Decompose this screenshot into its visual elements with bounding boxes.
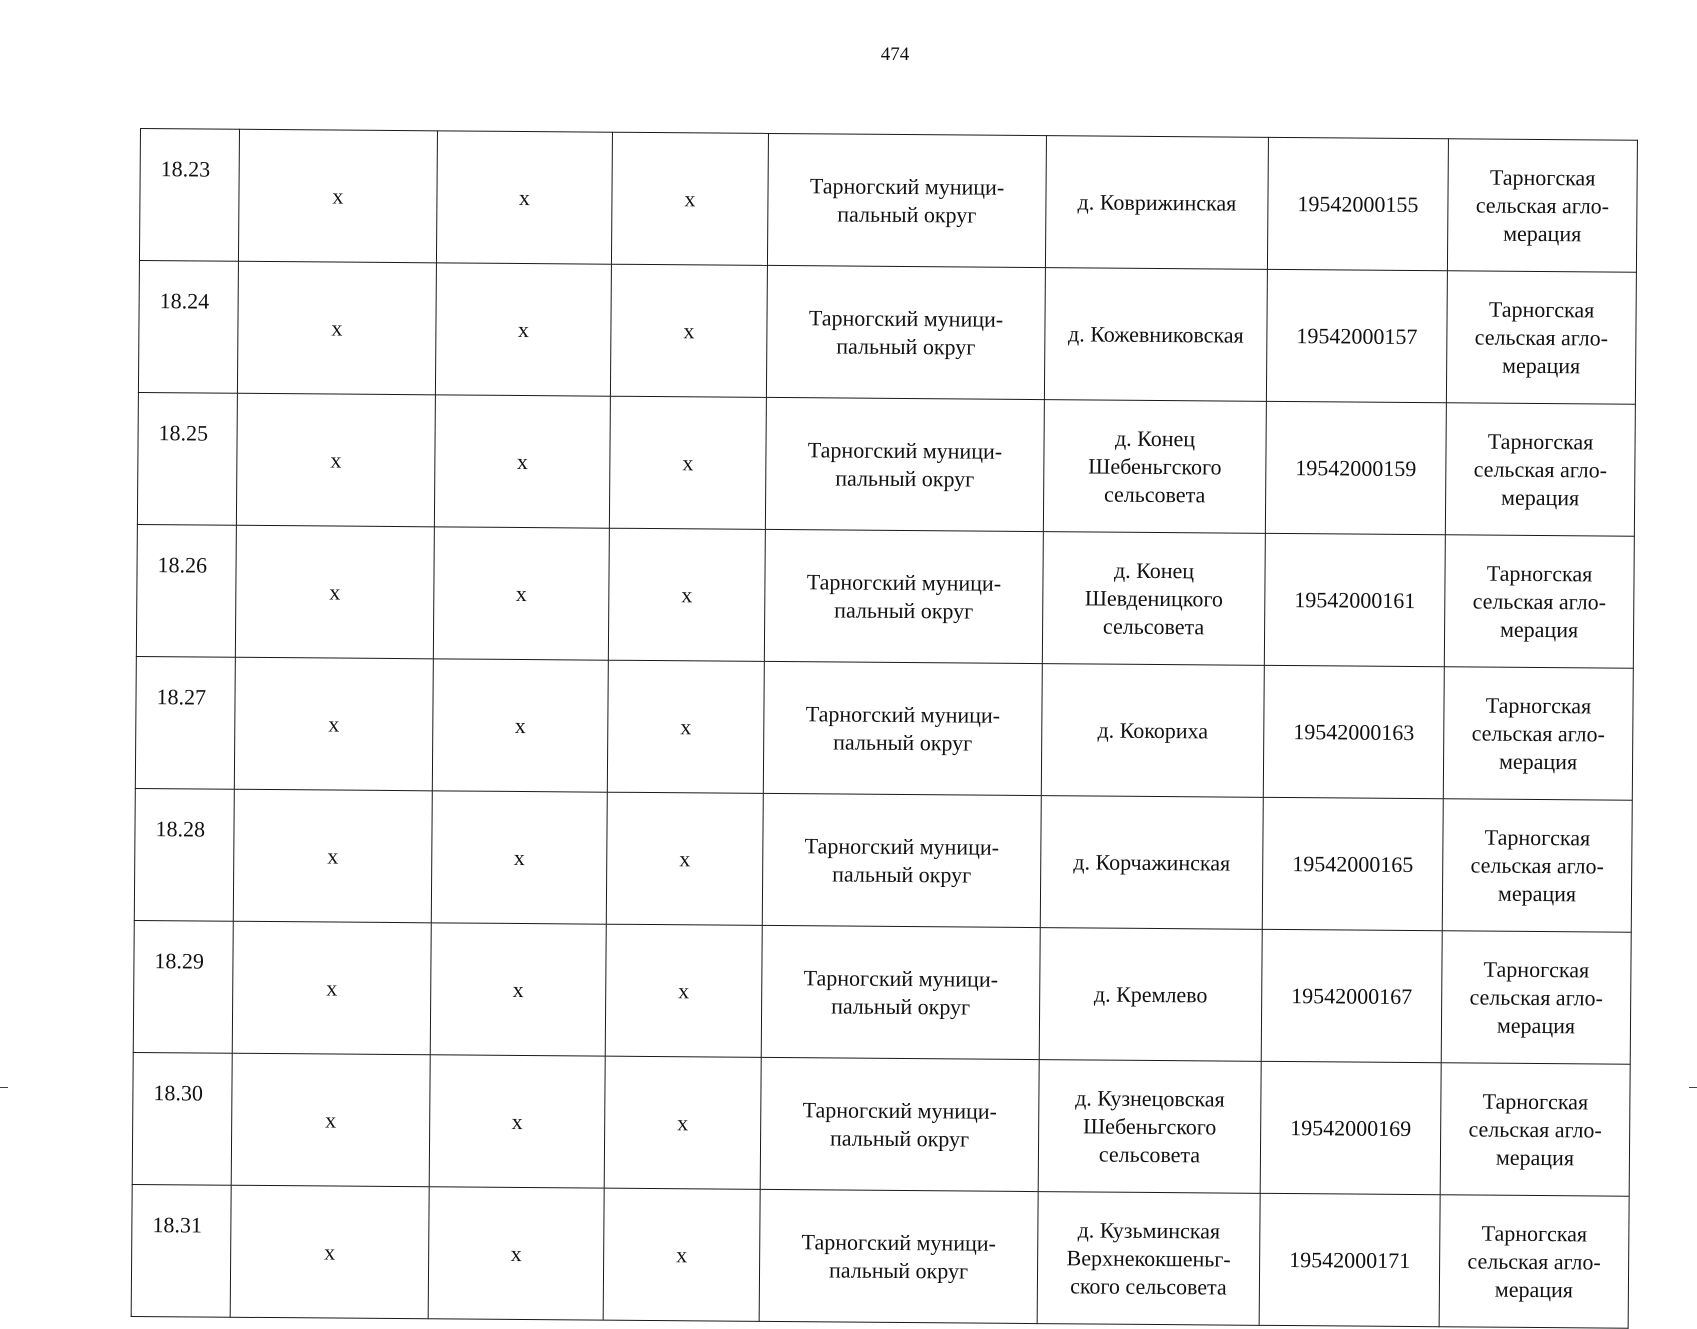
cell-x-col2-text: x bbox=[324, 1238, 336, 1265]
cell-x-col4 bbox=[605, 924, 762, 1057]
cell-oktmo-code-text: 19542000171 bbox=[1289, 1246, 1411, 1273]
right-edge-mark bbox=[1689, 1087, 1697, 1088]
cell-x-col2-text: x bbox=[332, 183, 344, 209]
cell-oktmo-code bbox=[1261, 929, 1442, 1062]
table-row bbox=[138, 260, 1636, 404]
cell-x-col3-text: x bbox=[510, 1240, 522, 1266]
cell-x-col2 bbox=[230, 1185, 429, 1319]
cell-settlement bbox=[1040, 796, 1263, 930]
cell-x-col2-text: x bbox=[329, 579, 341, 605]
cell-x-col3-text: x bbox=[518, 184, 531, 210]
row-number-text: 18.24 bbox=[159, 288, 210, 314]
cell-oktmo-code bbox=[1262, 797, 1443, 930]
cell-settlement-text: д. Коврижинская bbox=[1077, 188, 1237, 216]
cell-x-col2-text: x bbox=[326, 974, 338, 1001]
cell-x-col4-text: x bbox=[683, 317, 695, 343]
cell-agglomeration-text: Тарногская сельская агло- мерация bbox=[1467, 1220, 1601, 1302]
cell-oktmo-code bbox=[1267, 137, 1448, 270]
row-number-text: 18.29 bbox=[154, 948, 205, 974]
cell-x-col2 bbox=[236, 393, 435, 527]
cell-district bbox=[767, 133, 1046, 267]
cell-settlement-text: д. Конец Шебеньгского сельсовета bbox=[1088, 425, 1222, 507]
cell-district-text: Тарногский муници- пальный округ bbox=[807, 436, 1003, 492]
cell-x-col4-text: x bbox=[682, 449, 694, 475]
cell-x-col4 bbox=[609, 396, 766, 529]
cell-settlement-text: д. Кожевниковская bbox=[1067, 320, 1244, 348]
cell-district bbox=[765, 397, 1044, 531]
cell-settlement bbox=[1045, 136, 1268, 270]
cell-x-col3 bbox=[429, 1055, 605, 1188]
cell-settlement bbox=[1041, 664, 1264, 798]
cell-x-col4-text: x bbox=[684, 185, 696, 211]
cell-x-col2 bbox=[238, 129, 437, 263]
cell-x-col4-text: x bbox=[676, 1241, 688, 1267]
cell-agglomeration-text: Тарногская сельская агло- мерация bbox=[1472, 560, 1607, 642]
row-number-text: 18.26 bbox=[157, 552, 208, 578]
cell-x-col3 bbox=[428, 1187, 604, 1320]
cell-agglomeration-text: Тарногская сельская агло- мерация bbox=[1475, 164, 1610, 246]
row-number bbox=[135, 656, 235, 789]
cell-district-text: Тарногский муници- пальный округ bbox=[802, 1096, 998, 1152]
cell-oktmo-code bbox=[1265, 401, 1446, 534]
row-number bbox=[136, 524, 236, 657]
cell-x-col2-text: x bbox=[331, 315, 343, 341]
cell-district-text: Тарногский муници- пальный округ bbox=[801, 1228, 997, 1284]
cell-x-col2-text: x bbox=[327, 842, 339, 869]
cell-oktmo-code-text: 19542000157 bbox=[1296, 322, 1418, 349]
cell-x-col2 bbox=[233, 789, 432, 923]
cell-oktmo-code-text: 19542000163 bbox=[1293, 718, 1415, 745]
cell-x-col4 bbox=[603, 1188, 760, 1321]
cell-x-col4 bbox=[607, 660, 764, 793]
cell-settlement-text: д. Кремлево bbox=[1093, 981, 1208, 1007]
cell-x-col4 bbox=[606, 792, 763, 925]
cell-x-col3-text: x bbox=[511, 1108, 523, 1134]
cell-x-col4-text: x bbox=[681, 581, 693, 607]
cell-district-text: Тарногский муници- пальный округ bbox=[806, 568, 1002, 624]
cell-district-text: Тарногский муници- пальный округ bbox=[803, 964, 999, 1020]
cell-district bbox=[762, 793, 1041, 927]
cell-agglomeration-text: Тарногская сельская агло- мерация bbox=[1470, 824, 1604, 906]
cell-x-col2 bbox=[232, 921, 431, 1055]
row-number bbox=[139, 129, 239, 262]
cell-settlement-text: д. Корчажинская bbox=[1073, 848, 1231, 876]
cell-settlement-text: д. Кокориха bbox=[1097, 717, 1209, 743]
row-number bbox=[132, 1052, 232, 1185]
cell-x-col3-text: x bbox=[514, 712, 526, 738]
cell-oktmo-code bbox=[1266, 269, 1447, 402]
cell-x-col2-text: x bbox=[328, 710, 340, 737]
cell-settlement bbox=[1042, 532, 1265, 666]
settlements-table bbox=[131, 128, 1638, 1329]
cell-x-col2 bbox=[231, 1053, 430, 1187]
cell-x-col2-text: x bbox=[325, 1106, 337, 1133]
table-container bbox=[131, 128, 1638, 1329]
cell-x-col3-text: x bbox=[515, 580, 527, 606]
cell-agglomeration-text: Тарногская сельская агло- мерация bbox=[1471, 692, 1606, 774]
table-row bbox=[133, 920, 1631, 1064]
cell-x-col3-text: x bbox=[516, 448, 528, 474]
cell-settlement-text: д. Конец Шевденицкого сельсовета bbox=[1084, 557, 1223, 639]
cell-settlement bbox=[1044, 268, 1267, 402]
cell-settlement-text: д. Кузнецовская Шебеньгского сельсовета bbox=[1075, 1084, 1225, 1167]
cell-x-col4-text: x bbox=[678, 977, 690, 1003]
cell-oktmo-code bbox=[1264, 533, 1445, 666]
table-body bbox=[131, 129, 1637, 1329]
cell-district bbox=[761, 925, 1040, 1059]
table-row bbox=[137, 392, 1635, 536]
cell-x-col3 bbox=[430, 923, 606, 1056]
cell-x-col4 bbox=[611, 132, 768, 265]
row-number bbox=[131, 1184, 231, 1317]
row-number bbox=[138, 260, 238, 393]
cell-oktmo-code bbox=[1260, 1061, 1441, 1194]
cell-agglomeration-text: Тарногская сельская агло- мерация bbox=[1474, 296, 1609, 378]
cell-agglomeration bbox=[1440, 1063, 1630, 1196]
cell-agglomeration bbox=[1441, 931, 1631, 1064]
cell-x-col2 bbox=[235, 525, 434, 659]
cell-oktmo-code-text: 19542000165 bbox=[1292, 850, 1414, 877]
cell-oktmo-code bbox=[1263, 665, 1444, 798]
cell-district bbox=[766, 265, 1045, 399]
cell-district-text: Тарногский муници- пальный округ bbox=[804, 832, 1000, 888]
row-number-text: 18.25 bbox=[158, 420, 209, 446]
table-row bbox=[135, 656, 1633, 800]
cell-settlement-text: д. Кузьминская Верхнекокшеньг- ского сельсовета bbox=[1066, 1216, 1231, 1300]
cell-district-text: Тарногский муници- пальный округ bbox=[808, 304, 1004, 360]
cell-x-col4-text: x bbox=[680, 713, 692, 739]
cell-district bbox=[764, 529, 1043, 663]
cell-agglomeration bbox=[1446, 271, 1636, 404]
table-row bbox=[136, 524, 1634, 668]
table-row bbox=[139, 129, 1637, 273]
cell-x-col4 bbox=[608, 528, 765, 661]
left-edge-mark bbox=[0, 1087, 8, 1088]
cell-x-col4 bbox=[604, 1056, 761, 1189]
cell-agglomeration-text: Тарногская сельская агло- мерация bbox=[1469, 956, 1603, 1038]
row-number-text: 18.23 bbox=[160, 156, 211, 182]
row-number bbox=[137, 392, 237, 525]
row-number bbox=[134, 788, 234, 921]
cell-oktmo-code bbox=[1259, 1193, 1440, 1326]
cell-x-col4 bbox=[610, 264, 767, 397]
cell-x-col2 bbox=[237, 261, 436, 395]
cell-agglomeration bbox=[1442, 799, 1632, 932]
cell-oktmo-code-text: 19542000155 bbox=[1297, 190, 1419, 217]
cell-x-col3-text: x bbox=[512, 976, 524, 1002]
cell-x-col2-text: x bbox=[330, 447, 342, 473]
cell-agglomeration bbox=[1447, 139, 1637, 272]
cell-agglomeration-text: Тарногская сельская агло- мерация bbox=[1468, 1088, 1602, 1170]
cell-agglomeration bbox=[1444, 535, 1634, 668]
cell-district bbox=[763, 661, 1042, 795]
cell-x-col3 bbox=[433, 527, 609, 660]
cell-settlement bbox=[1039, 928, 1262, 1062]
cell-agglomeration-text: Тарногская сельская агло- мерация bbox=[1473, 428, 1608, 510]
cell-x-col3 bbox=[436, 131, 612, 264]
cell-district bbox=[760, 1057, 1039, 1191]
row-number-text: 18.31 bbox=[152, 1212, 202, 1238]
cell-oktmo-code-text: 19542000169 bbox=[1290, 1114, 1412, 1141]
cell-district-text: Тарногский муници- пальный округ bbox=[805, 700, 1001, 756]
cell-x-col2 bbox=[234, 657, 433, 791]
row-number-text: 18.28 bbox=[155, 816, 206, 842]
cell-settlement bbox=[1043, 400, 1266, 534]
cell-x-col4-text: x bbox=[677, 1109, 689, 1135]
cell-x-col3 bbox=[431, 791, 607, 924]
cell-x-col3-text: x bbox=[517, 316, 530, 342]
cell-agglomeration bbox=[1445, 403, 1635, 536]
row-number-text: 18.30 bbox=[153, 1080, 204, 1106]
page-number: 474 bbox=[880, 44, 910, 65]
cell-x-col4-text: x bbox=[679, 845, 691, 871]
cell-settlement bbox=[1038, 1060, 1261, 1194]
cell-oktmo-code-text: 19542000167 bbox=[1291, 982, 1413, 1009]
row-number bbox=[133, 920, 233, 1053]
cell-oktmo-code-text: 19542000161 bbox=[1294, 586, 1416, 613]
cell-settlement bbox=[1037, 1192, 1260, 1326]
cell-district bbox=[759, 1189, 1038, 1323]
cell-district-text: Тарногский муници- пальный округ bbox=[809, 172, 1005, 228]
cell-x-col3 bbox=[435, 263, 611, 396]
cell-oktmo-code-text: 19542000159 bbox=[1295, 454, 1417, 481]
cell-agglomeration bbox=[1443, 667, 1633, 800]
cell-x-col3-text: x bbox=[513, 844, 525, 870]
cell-x-col3 bbox=[432, 659, 608, 792]
row-number-text: 18.27 bbox=[156, 684, 207, 710]
table-row bbox=[131, 1184, 1629, 1328]
cell-x-col3 bbox=[434, 395, 610, 528]
table-row bbox=[134, 788, 1632, 932]
table-row bbox=[132, 1052, 1630, 1196]
cell-agglomeration bbox=[1439, 1195, 1629, 1328]
